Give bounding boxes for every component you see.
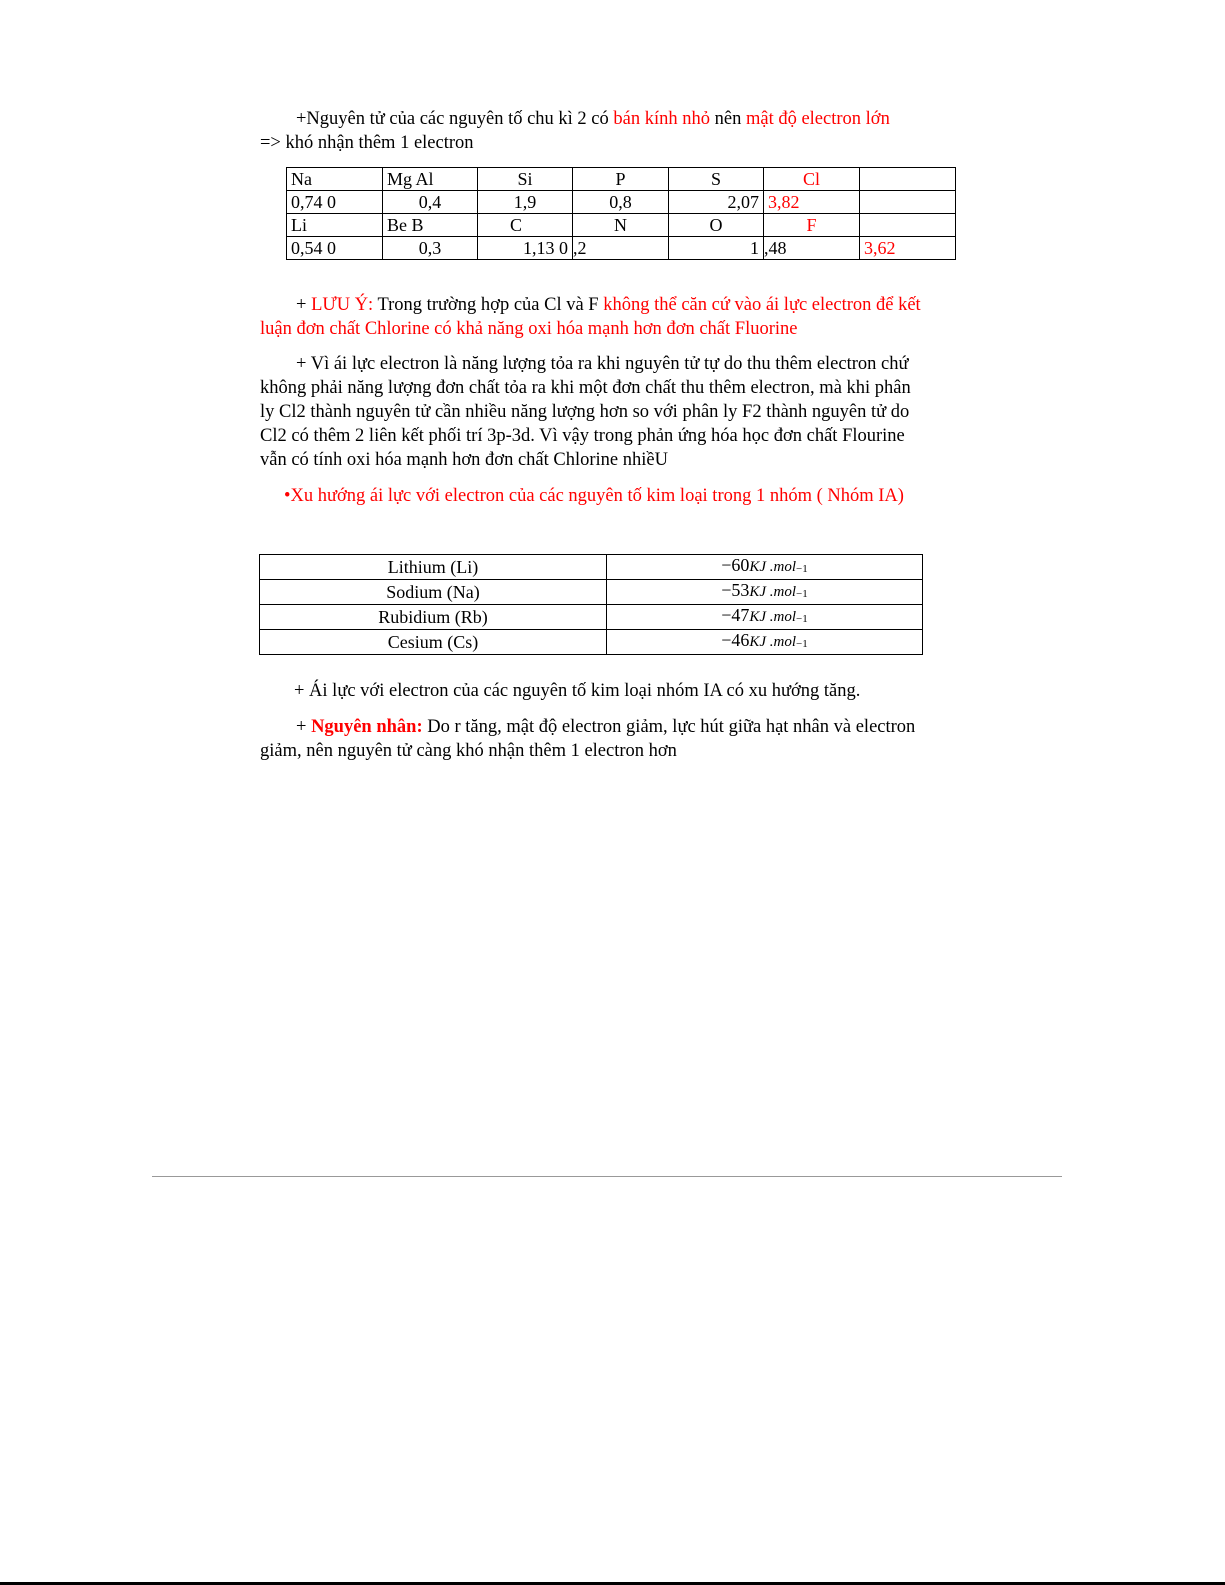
intro-highlight-density: mật độ electron lớn	[745, 109, 890, 129]
note-line-2: luận đơn chất Chlorine có khả năng oxi hóa mạnh hơn đơn chất Fluorine	[260, 319, 798, 339]
table-cell: ,48	[764, 237, 860, 260]
table-cell: 1,13 0	[478, 237, 573, 260]
value-exponent: −1	[796, 588, 808, 600]
page-divider	[152, 1176, 1062, 1177]
value-exponent: −1	[796, 563, 808, 575]
cause-label: Nguyên nhân:	[311, 717, 423, 737]
affinity-value	[607, 605, 923, 630]
table-cell: Li	[287, 214, 383, 237]
note-highlight: không thể căn cứ vào ái lực electron để kết	[603, 295, 921, 315]
table-cell	[860, 168, 956, 191]
electron-affinity-table	[286, 167, 956, 260]
value-number: −53	[721, 580, 750, 600]
table-cell: 0,74 0	[287, 191, 383, 214]
note-line-1	[260, 293, 960, 317]
table-cell: F	[764, 214, 860, 237]
table-cell: ,2	[573, 237, 669, 260]
reason-line-3: ly Cl2 thành nguyên tử cần nhiều năng lượng hơn so với phân ly F2 thành nguyên tử do	[260, 402, 910, 422]
table-cell: 1,9	[478, 191, 573, 214]
table-row	[287, 214, 956, 237]
table-cell: 2,07	[669, 191, 764, 214]
table-cell: S	[669, 168, 764, 191]
element-name: Sodium (Na)	[260, 580, 607, 605]
group-ia-affinity-table	[259, 554, 923, 655]
table-cell: 0,4	[383, 191, 478, 214]
table-cell: Cl	[764, 168, 860, 191]
element-name: Lithium (Li)	[260, 555, 607, 580]
reason-line-4: Cl2 có thêm 2 liên kết phối trí 3p-3d. Vì vậy trong phản ứng hóa học đơn chất Flourine	[260, 426, 905, 446]
table-cell: Na	[287, 168, 383, 191]
value-exponent: −1	[796, 638, 808, 650]
table-row	[260, 555, 923, 580]
section-heading: •Xu hướng ái lực với electron của các nguyên tố kim loại trong 1 nhóm ( Nhóm IA)	[284, 486, 904, 506]
intro-line-1	[260, 107, 960, 131]
intro-text: +Nguyên tử của các nguyên tố chu kì 2 có	[296, 109, 614, 129]
element-name: Rubidium (Rb)	[260, 605, 607, 630]
table-cell: Be B	[383, 214, 478, 237]
reason-line-1: + Vì ái lực electron là năng lượng tỏa ra khi nguyên tử tự do thu thêm electron chứ	[296, 354, 909, 374]
table-cell: 1	[669, 237, 764, 260]
table-cell	[860, 191, 956, 214]
table-row	[260, 580, 923, 605]
cause-text: Do r tăng, mật độ electron giảm, lực hút giữa hạt nhân và electron	[422, 717, 916, 737]
value-unit: KJ .mol	[749, 609, 797, 625]
table-cell: O	[669, 214, 764, 237]
element-name: Cesium (Cs)	[260, 630, 607, 655]
table-cell: P	[573, 168, 669, 191]
value-number: −47	[721, 605, 750, 625]
table-row	[287, 191, 956, 214]
table-row	[260, 605, 923, 630]
note-text: Trong trường hợp của Cl và F	[373, 295, 604, 315]
table-cell: 0,3	[383, 237, 478, 260]
table-cell: 3,82	[764, 191, 860, 214]
value-number: −46	[721, 630, 750, 650]
value-number: −60	[721, 555, 750, 575]
table-cell: Mg Al	[383, 168, 478, 191]
cause-line-1	[260, 715, 960, 739]
affinity-value	[607, 555, 923, 580]
table-row	[287, 168, 956, 191]
note-plus: +	[296, 295, 312, 315]
table-row	[287, 237, 956, 260]
affinity-value	[607, 580, 923, 605]
table-cell: N	[573, 214, 669, 237]
intro-line-2: => khó nhận thêm 1 electron	[260, 133, 474, 153]
value-unit: KJ .mol	[749, 584, 797, 600]
table-cell: 0,54 0	[287, 237, 383, 260]
note-label: LƯU Ý:	[311, 295, 374, 315]
table-cell: 3,62	[860, 237, 956, 260]
trend-line: + Ái lực với electron của các nguyên tố kim loại nhóm IA có xu hướng tăng.	[294, 681, 861, 701]
table-cell: Si	[478, 168, 573, 191]
cause-plus: +	[296, 717, 312, 737]
table-cell: 0,8	[573, 191, 669, 214]
value-unit: KJ .mol	[749, 634, 797, 650]
table-cell: C	[478, 214, 573, 237]
value-unit: KJ .mol	[749, 559, 797, 575]
reason-line-2: không phải năng lượng đơn chất tỏa ra khi một đơn chất thu thêm electron, mà khi phân	[260, 378, 911, 398]
table-cell	[860, 214, 956, 237]
intro-highlight-radius: bán kính nhỏ	[613, 109, 710, 129]
intro-text-connector: nên	[710, 109, 746, 129]
reason-line-5: vẫn có tính oxi hóa mạnh hơn đơn chất Chlorine nhiềU	[260, 450, 668, 470]
table-row	[260, 630, 923, 655]
affinity-value	[607, 630, 923, 655]
value-exponent: −1	[796, 613, 808, 625]
cause-line-2: giảm, nên nguyên tử càng khó nhận thêm 1 electron hơn	[260, 741, 677, 761]
